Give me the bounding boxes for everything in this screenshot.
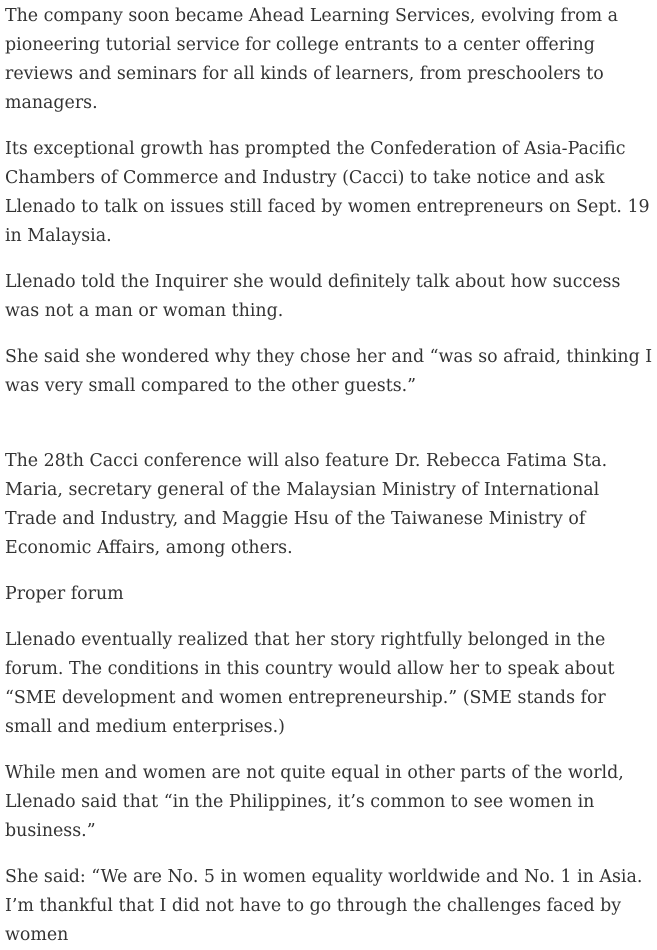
paragraph-equality-ranking: She said: “We are No. 5 in women equality worldwide and No. 1 in Asia. I’m thankful that I did not have to go through the challenges faced by women — [5, 867, 643, 945]
subheading-proper-forum: Proper forum — [5, 584, 124, 604]
paragraph-ahead-learning: The company soon became Ahead Learning Services, evolving from a pioneering tutorial service for college entrants to a center offering reviews and seminars for all kinds of learners, from preschoolers to managers. — [5, 6, 618, 113]
paragraph-philippines-women: While men and women are not quite equal in other parts of the world, Llenado said that “in the Philippines, it’s common to see women in business.” — [5, 763, 624, 841]
paragraph-afraid-quote: She said she wondered why they chose her and “was so afraid, thinking I was very small compared to the other guests.” — [5, 347, 653, 396]
paragraph-success-not-gender: Llenado told the Inquirer she would definitely talk about how success was not a man or woman thing. — [5, 272, 621, 321]
paragraph-cacci-invitation: Its exceptional growth has prompted the Confederation of Asia-Pacific Chambers of Commerce and Industry (Cacci) to take notice and ask Llenado to talk on issues still faced by women entrepreneurs on Sept. 19 in Malaysia. — [5, 139, 650, 246]
paragraph-sme-development: Llenado eventually realized that her story rightfully belonged in the forum. The conditions in this country would allow her to speak about “SME development and women entrepreneurship.” (SME stands for small and medium enterprises.) — [5, 630, 615, 737]
paragraph-conference-speakers: The 28th Cacci conference will also feature Dr. Rebecca Fatima Sta. Maria, secretary general of the Malaysian Ministry of International Trade and Industry, and Maggie Hsu of the Taiwanese Ministry of Economic Affairs, among others. — [5, 451, 608, 558]
